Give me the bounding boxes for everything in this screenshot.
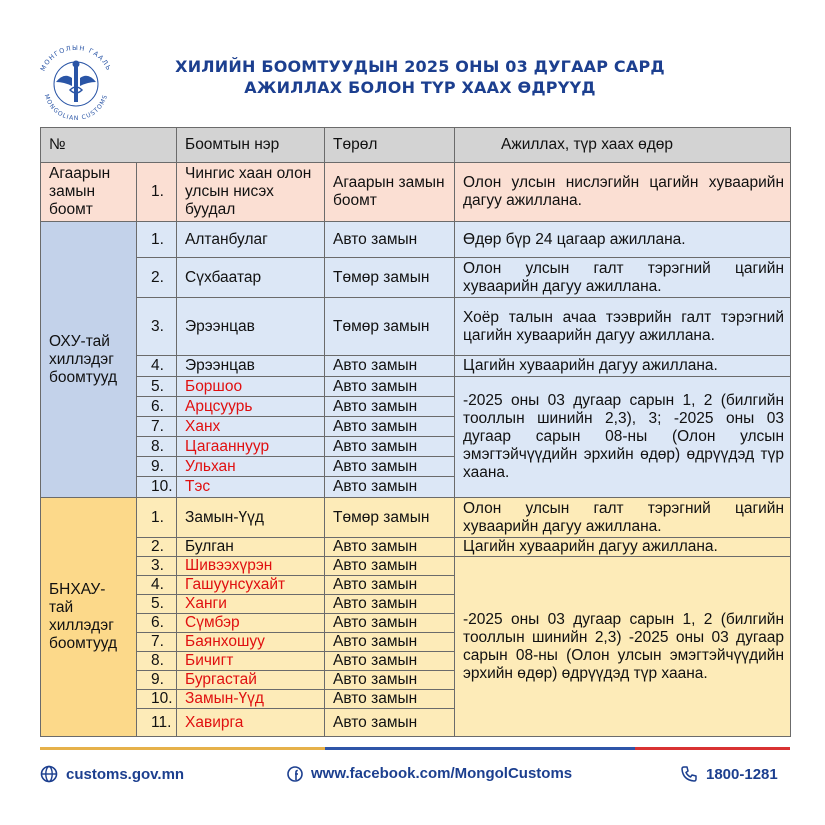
row-number: 5. <box>137 595 177 614</box>
port-name: Боршоо <box>177 377 325 397</box>
port-name: Эрээнцав <box>177 356 325 377</box>
row-number: 1. <box>137 498 177 538</box>
port-type: Төмөр замын <box>325 258 455 298</box>
schedule-text: Олон улсын галт тэрэгний цагийн хуваарийн дагуу ажиллана. <box>455 498 791 538</box>
row-number: 3. <box>137 298 177 356</box>
port-name: Бургастай <box>177 671 325 690</box>
row-number: 7. <box>137 633 177 652</box>
port-type: Авто замын <box>325 576 455 595</box>
table-row <box>41 557 791 576</box>
logo-arc-text-en: MONGOLIAN CUSTOMS <box>42 93 110 123</box>
title-line-1: ХИЛИЙН БООМТУУДЫН 2025 ОНЫ 03 ДУГААР САРД <box>175 57 665 76</box>
port-type: Авто замын <box>325 457 455 477</box>
port-type: Авто замын <box>325 614 455 633</box>
port-name: Арцсуурь <box>177 397 325 417</box>
schedule-text: Цагийн хуваарийн дагуу ажиллана. <box>455 538 791 557</box>
title-line-2: АЖИЛЛАХ БОЛОН ТҮР ХААХ ӨДРҮҮД <box>244 78 596 97</box>
row-number: 9. <box>137 457 177 477</box>
row-number: 3. <box>137 557 177 576</box>
port-name: Чингис хаан олон улсын нисэх буудал <box>177 163 325 222</box>
port-type: Авто замын <box>325 538 455 557</box>
port-name: Замын-Үүд <box>177 498 325 538</box>
row-number: 4. <box>137 576 177 595</box>
row-number: 9. <box>137 671 177 690</box>
port-type: Авто замын <box>325 397 455 417</box>
group-air: Агаарын замын боомт <box>41 163 137 222</box>
port-name: Булган <box>177 538 325 557</box>
table-header-row <box>41 128 791 163</box>
phone-icon <box>680 765 698 783</box>
table-row <box>41 356 791 377</box>
table-row <box>41 222 791 258</box>
row-number: 8. <box>137 652 177 671</box>
port-name: Хавирга <box>177 709 325 737</box>
port-type: Авто замын <box>325 709 455 737</box>
port-type: Авто замын <box>325 377 455 397</box>
header-port-name: Боомтын нэр <box>177 128 325 163</box>
row-number: 10. <box>137 690 177 709</box>
port-name: Баянхошуу <box>177 633 325 652</box>
header-type: Төрөл <box>325 128 455 163</box>
table-row <box>41 538 791 557</box>
row-number: 10. <box>137 477 177 498</box>
logo-arc-text: МОНГОЛЫН ГААЛЬ <box>38 43 114 73</box>
port-name: Гашуунсухайт <box>177 576 325 595</box>
footer-facebook[interactable] <box>287 765 572 782</box>
group-russia: ОХУ-тай хиллэдэг боомтууд <box>41 222 137 498</box>
facebook-icon <box>287 766 303 782</box>
header-number: № <box>41 128 177 163</box>
port-type: Авто замын <box>325 690 455 709</box>
mongolian-customs-logo <box>30 38 122 130</box>
port-type: Авто замын <box>325 437 455 457</box>
table-row <box>41 377 791 397</box>
port-name: Бичигт <box>177 652 325 671</box>
row-number: 11. <box>137 709 177 737</box>
port-name: Сүмбэр <box>177 614 325 633</box>
port-type: Төмөр замын <box>325 498 455 538</box>
port-name: Ульхан <box>177 457 325 477</box>
row-number: 4. <box>137 356 177 377</box>
port-name: Эрээнцав <box>177 298 325 356</box>
facebook-link[interactable]: www.facebook.com/MongolCustoms <box>311 765 573 782</box>
port-type: Авто замын <box>325 557 455 576</box>
port-type: Авто замын <box>325 477 455 498</box>
port-name: Замын-Үүд <box>177 690 325 709</box>
row-number: 8. <box>137 437 177 457</box>
row-number: 2. <box>137 538 177 557</box>
schedule-text: Олон улсын галт тэрэгний цагийн хуваарийн дагуу ажиллана. <box>455 258 791 298</box>
port-name: Цагааннуур <box>177 437 325 457</box>
port-type: Авто замын <box>325 671 455 690</box>
port-type: Авто замын <box>325 222 455 258</box>
port-type: Авто замын <box>325 633 455 652</box>
closure-schedule-russia: -2025 оны 03 дугаар сарын 1, 2 (билгийн тооллын шинийн 2,3), 3; -2025 оны 03 дугаар сарын 08-ны (Олон улсын эмэгтэйчүүдийн эрхийн өдөр) өдрүүдэд түр хаана. <box>455 377 791 498</box>
port-name: Алтанбулаг <box>177 222 325 258</box>
schedule-text: Өдөр бүр 24 цагаар ажиллана. <box>455 222 791 258</box>
port-type: Төмөр замын <box>325 298 455 356</box>
footer-phone[interactable] <box>680 765 778 783</box>
port-name: Шивээхүрэн <box>177 557 325 576</box>
table-row <box>41 498 791 538</box>
ports-table <box>40 127 791 737</box>
port-type: Авто замын <box>325 417 455 437</box>
phone-number[interactable]: 1800-1281 <box>706 765 778 783</box>
schedule-text: Цагийн хуваарийн дагуу ажиллана. <box>455 356 791 377</box>
port-type: Авто замын <box>325 595 455 614</box>
port-type: Авто замын <box>325 652 455 671</box>
row-number: 2. <box>137 258 177 298</box>
row-number: 7. <box>137 417 177 437</box>
port-name: Тэс <box>177 477 325 498</box>
port-type: Авто замын <box>325 356 455 377</box>
schedule-text: Олон улсын нислэгийн цагийн хуваарийн дагуу ажиллана. <box>455 163 791 222</box>
row-number: 1. <box>137 222 177 258</box>
table-row <box>41 258 791 298</box>
row-number: 5. <box>137 377 177 397</box>
page-title <box>140 56 700 98</box>
header-schedule: Ажиллах, түр хаах өдөр <box>455 128 791 163</box>
footer-divider <box>40 747 790 750</box>
port-type: Агаарын замын боомт <box>325 163 455 222</box>
schedule-text: Хоёр талын ачаа тээврийн галт тэрэгний цагийн хуваарийн дагуу ажиллана. <box>455 298 791 356</box>
group-china: БНХАУ-тай хиллэдэг боомтууд <box>41 498 137 737</box>
table-row <box>41 298 791 356</box>
port-name: Ханх <box>177 417 325 437</box>
footer-website[interactable] <box>40 765 184 783</box>
table-row <box>41 163 791 222</box>
port-name: Сүхбаатар <box>177 258 325 298</box>
row-number: 6. <box>137 614 177 633</box>
globe-icon <box>40 765 58 783</box>
closure-schedule-china: -2025 оны 03 дугаар сарын 1, 2 (билгийн тооллын шинийн 2,3) -2025 оны 03 дугаар сарын 08-ны (Олон улсын эмэгтэйчүүдийн эрхийн өдөр) өдрүүдэд түр хаана. <box>455 557 791 737</box>
row-number: 1. <box>137 163 177 222</box>
website-link[interactable]: customs.gov.mn <box>66 765 185 783</box>
port-name: Ханги <box>177 595 325 614</box>
row-number: 6. <box>137 397 177 417</box>
